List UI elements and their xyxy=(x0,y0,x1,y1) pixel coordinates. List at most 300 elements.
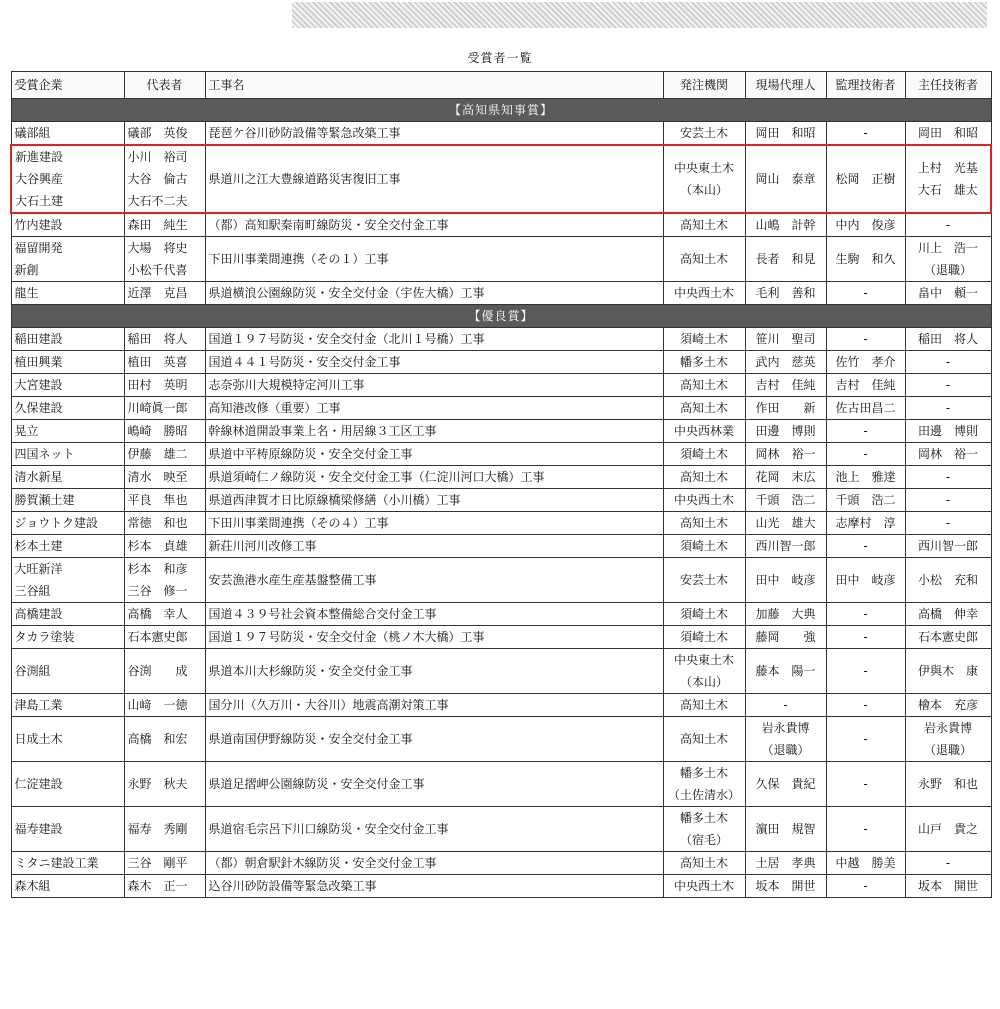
site-agent-cell-line: 藤岡 強 xyxy=(755,630,816,644)
rep-cell xyxy=(124,466,205,489)
company-cell xyxy=(11,420,124,443)
chief-engineer-cell-line: 坂本 開世 xyxy=(917,879,978,893)
supervisor-cell-line: - xyxy=(863,126,868,140)
supervisor-cell-line: 吉村 佳純 xyxy=(835,378,896,392)
supervisor-cell xyxy=(826,762,905,807)
chief-engineer-cell xyxy=(905,603,991,626)
rep-cell xyxy=(124,351,205,374)
company-cell-line: 日成土木 xyxy=(14,732,63,746)
company-cell xyxy=(11,397,124,420)
site-agent-cell-line: （退職） xyxy=(761,743,810,757)
supervisor-cell xyxy=(826,694,905,717)
agency-cell xyxy=(663,466,745,489)
table-row xyxy=(11,374,991,397)
company-cell-line: 稲田建設 xyxy=(14,332,63,346)
company-cell xyxy=(11,535,124,558)
chief-engineer-cell xyxy=(905,535,991,558)
site-agent-cell xyxy=(745,213,826,237)
rep-cell xyxy=(124,852,205,875)
site-agent-cell-line: 西川智一郎 xyxy=(755,539,816,553)
work-cell: 県道西津賀才日比原線橋梁修繕（小川橋）工事 xyxy=(205,489,663,512)
site-agent-cell xyxy=(745,443,826,466)
agency-cell xyxy=(663,694,745,717)
rep-cell xyxy=(124,122,205,146)
work-cell: 下田川事業間連携（その１）工事 xyxy=(205,237,663,282)
rep-cell-line: 永野 秋夫 xyxy=(127,777,188,791)
site-agent-cell-line: 坂本 開世 xyxy=(755,879,816,893)
company-cell xyxy=(11,145,124,213)
table-row xyxy=(11,717,991,762)
rep-cell-line: 杉本 和彦 xyxy=(127,562,188,576)
site-agent-cell xyxy=(745,875,826,898)
chief-engineer-cell xyxy=(905,852,991,875)
supervisor-cell xyxy=(826,328,905,351)
work-cell: 県道須崎仁ノ線防災・安全交付金工事（仁淀川河口大橋）工事 xyxy=(205,466,663,489)
supervisor-cell-line: 佐古田昌二 xyxy=(835,401,896,415)
supervisor-cell xyxy=(826,875,905,898)
agency-cell-line: 高知土木 xyxy=(679,401,728,415)
supervisor-cell-line: 千頭 浩二 xyxy=(835,493,896,507)
table-row xyxy=(11,694,991,717)
site-agent-cell-line: 岡山 泰章 xyxy=(755,172,816,186)
supervisor-cell xyxy=(826,145,905,213)
company-cell-line: 清水新星 xyxy=(14,470,63,484)
supervisor-cell xyxy=(826,512,905,535)
agency-cell xyxy=(663,237,745,282)
chief-engineer-cell xyxy=(905,122,991,146)
agency-cell xyxy=(663,374,745,397)
chief-engineer-cell xyxy=(905,443,991,466)
site-agent-cell xyxy=(745,420,826,443)
chief-engineer-cell xyxy=(905,328,991,351)
site-agent-cell-line: 笹川 聖司 xyxy=(755,332,816,346)
table-row xyxy=(11,649,991,694)
company-cell-line: 四国ネット xyxy=(14,447,75,461)
company-cell xyxy=(11,122,124,146)
site-agent-cell-line: 岩永貴博 xyxy=(761,721,810,735)
site-agent-cell-line: 岡田 和昭 xyxy=(755,126,816,140)
company-cell xyxy=(11,717,124,762)
supervisor-cell-line: - xyxy=(863,607,868,621)
work-cell: 高知港改修（重要）工事 xyxy=(205,397,663,420)
site-agent-cell xyxy=(745,466,826,489)
rep-cell xyxy=(124,420,205,443)
work-cell: 込谷川砂防設備等緊急改築工事 xyxy=(205,875,663,898)
site-agent-cell-line: 吉村 佳純 xyxy=(755,378,816,392)
supervisor-cell-line: 生駒 和久 xyxy=(835,252,896,266)
chief-engineer-cell xyxy=(905,649,991,694)
agency-cell-line: 幡多土木 xyxy=(679,811,728,825)
supervisor-cell xyxy=(826,237,905,282)
supervisor-cell xyxy=(826,466,905,489)
rep-cell xyxy=(124,145,205,213)
agency-cell xyxy=(663,558,745,603)
supervisor-cell xyxy=(826,649,905,694)
supervisor-cell-line: - xyxy=(863,822,868,836)
agency-cell xyxy=(663,213,745,237)
site-agent-cell xyxy=(745,489,826,512)
chief-engineer-cell xyxy=(905,807,991,852)
agency-cell xyxy=(663,626,745,649)
header-row xyxy=(11,72,991,99)
awardee-table xyxy=(10,71,992,898)
rep-cell-line: 福寿 秀剛 xyxy=(127,822,188,836)
agency-cell-line: 中央東土木 xyxy=(673,653,734,667)
supervisor-cell-line: - xyxy=(863,539,868,553)
rep-cell xyxy=(124,762,205,807)
supervisor-cell-line: 佐竹 孝介 xyxy=(835,355,896,369)
rep-cell-line: 山﨑 一徳 xyxy=(127,698,188,712)
company-cell-line: 龍生 xyxy=(14,286,39,300)
site-agent-cell xyxy=(745,122,826,146)
rep-cell-line: 石本憲史郎 xyxy=(127,630,188,644)
chief-engineer-cell xyxy=(905,489,991,512)
agency-cell-line: 幡多土木 xyxy=(679,355,728,369)
agency-cell-line: 高知土木 xyxy=(679,378,728,392)
company-cell xyxy=(11,626,124,649)
rep-cell xyxy=(124,282,205,305)
work-cell: 県道横浪公園線防災・安全交付金（宇佐大橋）工事 xyxy=(205,282,663,305)
chief-engineer-cell xyxy=(905,420,991,443)
supervisor-cell-line: - xyxy=(863,424,868,438)
rep-cell-line: 川崎眞一郎 xyxy=(127,401,188,415)
work-cell: 県道中平梼原線防災・安全交付金工事 xyxy=(205,443,663,466)
company-cell-line: 谷渕組 xyxy=(14,664,51,678)
work-cell: 県道宿毛宗呂下川口線防災・安全交付金工事 xyxy=(205,807,663,852)
company-cell xyxy=(11,213,124,237)
table-row xyxy=(11,535,991,558)
rep-cell xyxy=(124,328,205,351)
agency-cell-line: （宿毛） xyxy=(679,833,728,847)
chief-engineer-cell xyxy=(905,237,991,282)
agency-cell-line: 須崎土木 xyxy=(679,447,728,461)
agency-cell xyxy=(663,717,745,762)
chief-engineer-cell xyxy=(905,213,991,237)
supervisor-cell xyxy=(826,443,905,466)
rep-cell-line: 大石不二夫 xyxy=(127,194,188,208)
rep-cell-line: 近澤 克昌 xyxy=(127,286,188,300)
work-cell: （都）高知駅秦南町線防災・安全交付金工事 xyxy=(205,213,663,237)
agency-cell-line: （本山） xyxy=(679,183,728,197)
supervisor-cell xyxy=(826,717,905,762)
agency-cell-line: 高知土木 xyxy=(679,218,728,232)
site-agent-cell-line: 田中 岐彦 xyxy=(755,573,816,587)
site-agent-cell xyxy=(745,717,826,762)
site-agent-cell xyxy=(745,852,826,875)
rep-cell-line: 小川 裕司 xyxy=(127,150,188,164)
chief-engineer-cell-line: 永野 和也 xyxy=(917,777,978,791)
rep-cell xyxy=(124,489,205,512)
company-cell-line: 大宮建設 xyxy=(14,378,63,392)
company-cell xyxy=(11,807,124,852)
agency-cell xyxy=(663,122,745,146)
table-row xyxy=(11,762,991,807)
supervisor-cell-line: 志摩村 淳 xyxy=(835,516,896,530)
supervisor-cell-line: - xyxy=(863,732,868,746)
chief-engineer-cell xyxy=(905,626,991,649)
site-agent-cell xyxy=(745,558,826,603)
chief-engineer-cell-line: - xyxy=(945,493,951,507)
agency-cell xyxy=(663,807,745,852)
site-agent-cell xyxy=(745,694,826,717)
site-agent-cell-line: 岡林 裕一 xyxy=(755,447,816,461)
supervisor-cell xyxy=(826,351,905,374)
rep-cell xyxy=(124,535,205,558)
table-row xyxy=(11,145,991,213)
agency-cell-line: 高知土木 xyxy=(679,516,728,530)
agency-cell-line: 中央西林業 xyxy=(673,424,734,438)
rep-cell-line: 稲田 将人 xyxy=(127,332,188,346)
agency-cell xyxy=(663,420,745,443)
company-cell-line: タカラ塗装 xyxy=(14,630,75,644)
work-cell: 国分川（久万川・大谷川）地震高潮対策工事 xyxy=(205,694,663,717)
supervisor-cell xyxy=(826,489,905,512)
scan-band xyxy=(292,2,987,28)
rep-cell-line: 三谷 剛平 xyxy=(127,856,188,870)
company-cell xyxy=(11,282,124,305)
site-agent-cell-line: 山光 雄大 xyxy=(755,516,816,530)
site-agent-cell xyxy=(745,649,826,694)
agency-cell-line: 高知土木 xyxy=(679,856,728,870)
company-cell-line: 新創 xyxy=(14,263,39,277)
work-cell: 県道南国伊野線防災・安全交付金工事 xyxy=(205,717,663,762)
col-rep-header: 代表者 xyxy=(124,72,205,99)
site-agent-cell-line: 濵田 規智 xyxy=(755,822,816,836)
work-cell: 県道本川大杉線防災・安全交付金工事 xyxy=(205,649,663,694)
company-cell-line: 福寿建設 xyxy=(14,822,63,836)
chief-engineer-cell xyxy=(905,374,991,397)
company-cell-line: 三谷組 xyxy=(14,584,51,598)
site-agent-cell xyxy=(745,807,826,852)
rep-cell xyxy=(124,603,205,626)
table-row xyxy=(11,489,991,512)
chief-engineer-cell xyxy=(905,282,991,305)
chief-engineer-cell-line: - xyxy=(945,378,951,392)
table-row xyxy=(11,213,991,237)
agency-cell xyxy=(663,351,745,374)
company-cell xyxy=(11,443,124,466)
table-row xyxy=(11,626,991,649)
table-row xyxy=(11,603,991,626)
site-agent-cell xyxy=(745,328,826,351)
table-body xyxy=(11,99,991,898)
table-row xyxy=(11,807,991,852)
company-cell xyxy=(11,237,124,282)
company-cell-line: 森木組 xyxy=(14,879,51,893)
work-cell: 県道川之江大豊線道路災害復旧工事 xyxy=(205,145,663,213)
agency-cell-line: 須崎土木 xyxy=(679,630,728,644)
company-cell xyxy=(11,852,124,875)
work-cell: 琵琶ケ谷川砂防設備等緊急改築工事 xyxy=(205,122,663,146)
section-row xyxy=(11,305,991,328)
table-row xyxy=(11,512,991,535)
supervisor-cell xyxy=(826,374,905,397)
chief-engineer-cell xyxy=(905,558,991,603)
table-row xyxy=(11,875,991,898)
agency-cell xyxy=(663,762,745,807)
supervisor-cell xyxy=(826,420,905,443)
rep-cell-line: 嶋崎 勝昭 xyxy=(127,424,188,438)
chief-engineer-cell-line: 伊與木 康 xyxy=(917,664,978,678)
site-agent-cell-line: 長者 和見 xyxy=(755,252,816,266)
rep-cell-line: 平良 隼也 xyxy=(127,493,188,507)
site-agent-cell xyxy=(745,603,826,626)
table-row xyxy=(11,282,991,305)
rep-cell xyxy=(124,694,205,717)
table-row xyxy=(11,397,991,420)
work-cell: 新荘川河川改修工事 xyxy=(205,535,663,558)
rep-cell xyxy=(124,626,205,649)
company-cell xyxy=(11,649,124,694)
table-row xyxy=(11,443,991,466)
table-row xyxy=(11,237,991,282)
rep-cell-line: 谷渕 成 xyxy=(127,664,188,678)
company-cell-line: 津島工業 xyxy=(14,698,63,712)
site-agent-cell-line: - xyxy=(783,698,788,712)
chief-engineer-cell-line: - xyxy=(945,856,951,870)
agency-cell xyxy=(663,397,745,420)
rep-cell-line: 大場 将史 xyxy=(127,241,188,255)
chief-engineer-cell xyxy=(905,351,991,374)
chief-engineer-cell xyxy=(905,762,991,807)
col-supervisor-header: 監理技術者 xyxy=(826,72,905,99)
rep-cell xyxy=(124,397,205,420)
site-agent-cell xyxy=(745,374,826,397)
company-cell-line: 仁淀建設 xyxy=(14,777,63,791)
table-row xyxy=(11,122,991,146)
supervisor-cell-line: 松岡 正樹 xyxy=(835,172,896,186)
company-cell xyxy=(11,512,124,535)
col-work-header: 工事名 xyxy=(205,72,663,99)
supervisor-cell-line: - xyxy=(863,447,868,461)
site-agent-cell-line: 千頭 浩二 xyxy=(755,493,816,507)
supervisor-cell-line: - xyxy=(863,664,868,678)
rep-cell xyxy=(124,807,205,852)
col-company-header: 受賞企業 xyxy=(11,72,124,99)
site-agent-cell-line: 藤本 陽一 xyxy=(755,664,816,678)
chief-engineer-cell-line: 稲田 将人 xyxy=(917,332,978,346)
company-cell-line: 高橋建設 xyxy=(14,607,63,621)
supervisor-cell-line: - xyxy=(863,777,868,791)
chief-engineer-cell-line: 岡田 和昭 xyxy=(917,126,978,140)
rep-cell-line: 高橋 和宏 xyxy=(127,732,188,746)
rep-cell-line: 森木 正一 xyxy=(127,879,188,893)
work-cell: 志奈弥川大規模特定河川工事 xyxy=(205,374,663,397)
supervisor-cell-line: - xyxy=(863,630,868,644)
chief-engineer-cell-line: 檜本 充彦 xyxy=(917,698,978,712)
company-cell-line: 勝賀瀬土建 xyxy=(14,493,75,507)
supervisor-cell xyxy=(826,558,905,603)
company-cell-line: 晃立 xyxy=(14,424,39,438)
rep-cell xyxy=(124,374,205,397)
work-cell: 下田川事業間連携（その４）工事 xyxy=(205,512,663,535)
chief-engineer-cell-line: 山戸 貴之 xyxy=(917,822,978,836)
company-cell-line: 福留開発 xyxy=(14,241,63,255)
rep-cell xyxy=(124,649,205,694)
chief-engineer-cell-line: 西川智一郎 xyxy=(917,539,978,553)
supervisor-cell-line: - xyxy=(863,286,868,300)
site-agent-cell xyxy=(745,512,826,535)
supervisor-cell xyxy=(826,213,905,237)
company-cell-line: 竹内建設 xyxy=(14,218,63,232)
agency-cell-line: 須崎土木 xyxy=(679,539,728,553)
site-agent-cell-line: 山嶋 計幹 xyxy=(755,218,816,232)
supervisor-cell xyxy=(826,626,905,649)
site-agent-cell-line: 花岡 末広 xyxy=(755,470,816,484)
agency-cell xyxy=(663,512,745,535)
company-cell-line: 大旺新洋 xyxy=(14,562,63,576)
table-row xyxy=(11,558,991,603)
agency-cell-line: 高知土木 xyxy=(679,732,728,746)
agency-cell-line: 高知土木 xyxy=(679,698,728,712)
site-agent-cell xyxy=(745,145,826,213)
work-cell: 国道４４１号防災・安全交付金工事 xyxy=(205,351,663,374)
rep-cell xyxy=(124,558,205,603)
chief-engineer-cell-line: 田邊 博則 xyxy=(917,424,978,438)
table-row xyxy=(11,351,991,374)
company-cell-line: 大石土建 xyxy=(15,194,64,208)
agency-cell xyxy=(663,535,745,558)
chief-engineer-cell xyxy=(905,397,991,420)
agency-cell-line: 安芸土木 xyxy=(679,126,728,140)
company-cell xyxy=(11,489,124,512)
agency-cell xyxy=(663,443,745,466)
agency-cell-line: 高知土木 xyxy=(679,470,728,484)
site-agent-cell-line: 武内 慈英 xyxy=(755,355,816,369)
agency-cell-line: 中央東土木 xyxy=(673,161,734,175)
rep-cell xyxy=(124,512,205,535)
supervisor-cell xyxy=(826,807,905,852)
site-agent-cell xyxy=(745,762,826,807)
work-cell: 国道１９７号防災・安全交付金（桃ノ木大橋）工事 xyxy=(205,626,663,649)
chief-engineer-cell-line: 岡林 裕一 xyxy=(917,447,978,461)
rep-cell-line: 田村 英明 xyxy=(127,378,188,392)
supervisor-cell-line: 中内 俊彦 xyxy=(835,218,896,232)
agency-cell xyxy=(663,145,745,213)
company-cell xyxy=(11,762,124,807)
rep-cell-line: 植田 英喜 xyxy=(127,355,188,369)
rep-cell-line: 礒部 英俊 xyxy=(127,126,188,140)
chief-engineer-cell-line: 岩永貴博 xyxy=(923,721,972,735)
company-cell-line: 新進建設 xyxy=(15,150,64,164)
work-cell: 国道４３９号社会資本整備総合交付金工事 xyxy=(205,603,663,626)
site-agent-cell-line: 作田 新 xyxy=(755,401,816,415)
chief-engineer-cell-line: 川上 浩一 xyxy=(917,241,978,255)
agency-cell xyxy=(663,603,745,626)
site-agent-cell xyxy=(745,397,826,420)
supervisor-cell xyxy=(826,535,905,558)
chief-engineer-cell-line: （退職） xyxy=(923,743,972,757)
site-agent-cell xyxy=(745,282,826,305)
agency-cell-line: 中央西土木 xyxy=(673,879,734,893)
agency-cell-line: 中央西土木 xyxy=(673,286,734,300)
rep-cell xyxy=(124,237,205,282)
chief-engineer-cell-line: 上村 光基 xyxy=(917,161,978,175)
rep-cell-line: 清水 映至 xyxy=(127,470,188,484)
supervisor-cell xyxy=(826,603,905,626)
site-agent-cell xyxy=(745,237,826,282)
company-cell-line: 礒部組 xyxy=(14,126,51,140)
chief-engineer-cell xyxy=(905,512,991,535)
site-agent-cell-line: 田邊 博則 xyxy=(755,424,816,438)
supervisor-cell-line: 中越 勝美 xyxy=(835,856,896,870)
supervisor-cell xyxy=(826,282,905,305)
page-title: 受賞者一覧 xyxy=(467,51,533,65)
section-title: 【優良賞】 xyxy=(11,305,991,328)
supervisor-cell xyxy=(826,397,905,420)
rep-cell-line: 常徳 和也 xyxy=(127,516,188,530)
supervisor-cell xyxy=(826,122,905,146)
